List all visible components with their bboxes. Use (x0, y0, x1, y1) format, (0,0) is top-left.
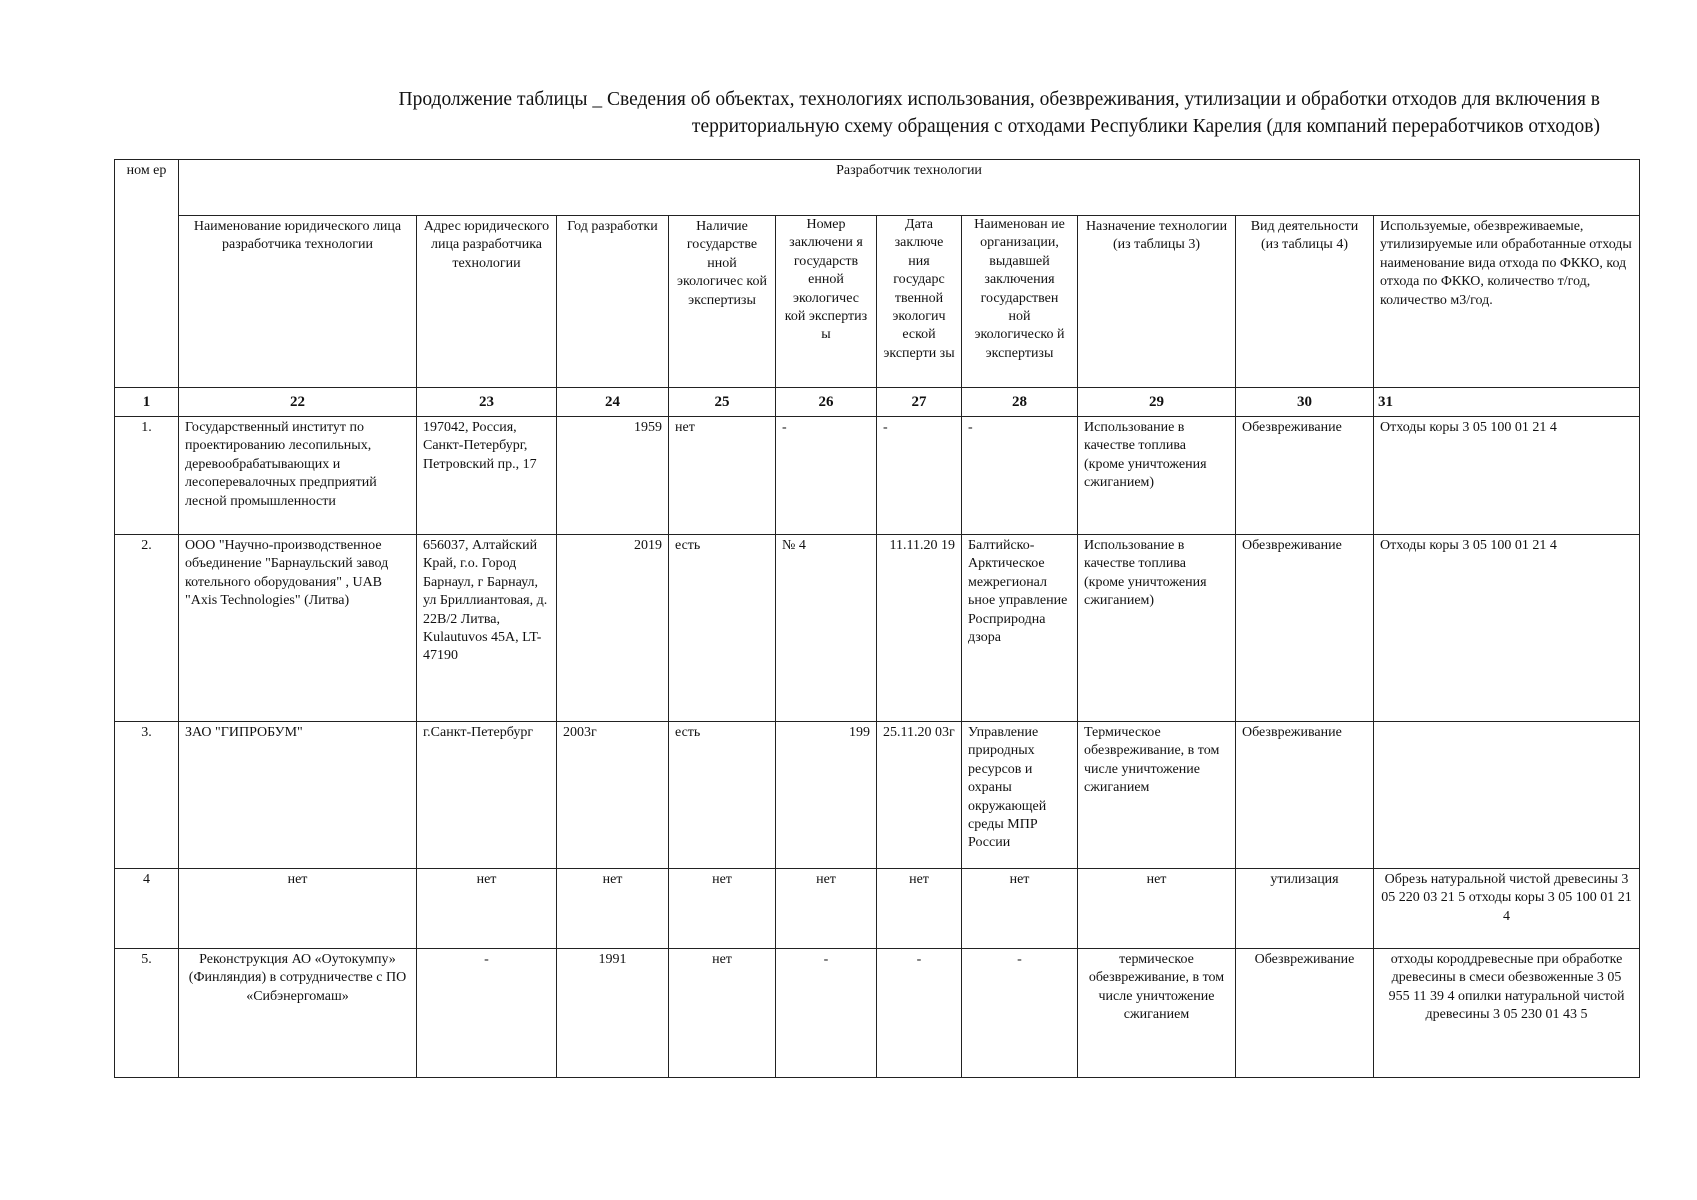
cell-year: 2019 (557, 535, 669, 722)
cell-expertise: нет (669, 869, 776, 949)
col-number: 1 (115, 388, 179, 417)
cell-name: Государственный институт по проектированию лесопильных, деревообрабатывающих и лесоперевалочных предприятий лесной промышленности (179, 417, 417, 535)
col-number: 31 (1374, 388, 1640, 417)
cell-exp-org: Балтийско-Арктическое межрегионал ьное управление Росприродна дзора (962, 535, 1078, 722)
cell-purpose: нет (1078, 869, 1236, 949)
column-numbers-row (115, 388, 1640, 417)
row-number: 5. (115, 949, 179, 1078)
col-header-activity: Вид деятельности (из таблицы 4) (1236, 216, 1374, 388)
cell-year: 1991 (557, 949, 669, 1078)
cell-exp-date: 11.11.20 19 (877, 535, 962, 722)
cell-exp-org: нет (962, 869, 1078, 949)
cell-purpose: Использование в качестве топлива (кроме уничтожения сжиганием) (1078, 535, 1236, 722)
cell-exp-date: 25.11.20 03г (877, 722, 962, 869)
col-number: 30 (1236, 388, 1374, 417)
col-header-waste: Используемые, обезвреживаемые, утилизируемые или обработанные отходы наименование вида отхода по ФККО, код отхода по ФККО, количество т/год, количество м3/год. (1374, 216, 1640, 388)
cell-exp-org: - (962, 949, 1078, 1078)
cell-waste: Отходы коры 3 05 100 01 21 4 (1374, 417, 1640, 535)
col-number: 25 (669, 388, 776, 417)
table-row (115, 722, 1640, 869)
col-header-exp-org: Наименован ие организации, выдавшей заключения государствен ной экологическо й экспертизы (962, 216, 1078, 388)
title-line-2: территориальную схему обращения с отходами Республики Карелия (для компаний переработчиков отходов) (691, 116, 1600, 137)
cell-exp-number: - (776, 949, 877, 1078)
cell-waste: Отходы коры 3 05 100 01 21 4 (1374, 535, 1640, 722)
cell-activity: Обезвреживание (1236, 417, 1374, 535)
cell-address: - (417, 949, 557, 1078)
title-line-1: Продолжение таблицы _ Сведения об объектах, технологиях использования, обезвреживания, утилизации и обработки отходов для включения в (398, 89, 1600, 110)
cell-activity: Обезвреживание (1236, 949, 1374, 1078)
col-header-address: Адрес юридического лица разработчика технологии (417, 216, 557, 388)
cell-exp-date: - (877, 949, 962, 1078)
cell-activity: утилизация (1236, 869, 1374, 949)
header-group-row (115, 160, 1640, 216)
col-number: 29 (1078, 388, 1236, 417)
cell-address: г.Санкт-Петербург (417, 722, 557, 869)
col-number: 27 (877, 388, 962, 417)
group-header: Разработчик технологии (179, 160, 1640, 216)
col-header-year: Год разработки (557, 216, 669, 388)
row-number: 3. (115, 722, 179, 869)
row-number: 2. (115, 535, 179, 722)
col-header-exp-date: Дата заключе ния государс твенной экологич еской эксперти зы (877, 216, 962, 388)
col-header-expertise: Наличие государстве нной экологичес кой экспертизы (669, 216, 776, 388)
cell-exp-org: - (962, 417, 1078, 535)
cell-purpose: Термическое обезвреживание, в том числе уничтожение сжиганием (1078, 722, 1236, 869)
cell-exp-number: нет (776, 869, 877, 949)
table-row (115, 535, 1640, 722)
col-number: 28 (962, 388, 1078, 417)
cell-purpose: термическое обезвреживание, в том числе уничтожение сжиганием (1078, 949, 1236, 1078)
row-number: 4 (115, 869, 179, 949)
technology-table (114, 159, 1640, 1078)
col-number: 24 (557, 388, 669, 417)
cell-activity: Обезвреживание (1236, 722, 1374, 869)
cell-purpose: Использование в качестве топлива (кроме уничтожения сжиганием) (1078, 417, 1236, 535)
cell-address: нет (417, 869, 557, 949)
table-row (115, 949, 1640, 1078)
row-number: 1. (115, 417, 179, 535)
cell-name: ООО "Научно-производственное объединение "Барнаульский завод котельного оборудования" , UAB "Axis Technologies" (Литва) (179, 535, 417, 722)
cell-name: нет (179, 869, 417, 949)
col-header-exp-number: Номер заключени я государств енной экологичес кой экспертиз ы (776, 216, 877, 388)
cell-year: 2003г (557, 722, 669, 869)
cell-waste (1374, 722, 1640, 869)
table-row (115, 869, 1640, 949)
cell-name: ЗАО "ГИПРОБУМ" (179, 722, 417, 869)
col-header-purpose: Назначение технологии (из таблицы 3) (1078, 216, 1236, 388)
cell-exp-number: - (776, 417, 877, 535)
header-columns-row (115, 216, 1640, 388)
cell-exp-number: 199 (776, 722, 877, 869)
cell-exp-date: нет (877, 869, 962, 949)
cell-expertise: нет (669, 417, 776, 535)
cell-expertise: нет (669, 949, 776, 1078)
cell-year: нет (557, 869, 669, 949)
document-title (0, 86, 1600, 140)
cell-exp-org: Управление природных ресурсов и охраны окружающей среды МПР России (962, 722, 1078, 869)
cell-activity: Обезвреживание (1236, 535, 1374, 722)
cell-address: 656037, Алтайский Край, г.о. Город Барнаул, г Барнаул, ул Бриллиантовая, д. 22В/2 Литва, Kulautuvos 45A, LT-47190 (417, 535, 557, 722)
cell-waste: Обрезь натуральной чистой древесины 3 05 220 03 21 5 отходы коры 3 05 100 01 21 4 (1374, 869, 1640, 949)
cell-expertise: есть (669, 535, 776, 722)
cell-year: 1959 (557, 417, 669, 535)
col-header-name: Наименование юридического лица разработчика технологии (179, 216, 417, 388)
cell-waste: отходы короддревесные при обработке древесины в смеси обезвоженные 3 05 955 11 39 4 опилки натуральной чистой древесины 3 05 230 01 43 5 (1374, 949, 1640, 1078)
cell-exp-number: № 4 (776, 535, 877, 722)
col-number: 23 (417, 388, 557, 417)
cell-expertise: есть (669, 722, 776, 869)
cell-exp-date: - (877, 417, 962, 535)
cell-name: Реконструкция АО «Оутокумпу» (Финляндия) в сотрудничестве с ПО «Сибэнергомаш» (179, 949, 417, 1078)
col-number: 22 (179, 388, 417, 417)
table-row (115, 417, 1640, 535)
col-number: 26 (776, 388, 877, 417)
cell-address: 197042, Россия, Санкт-Петербург, Петровский пр., 17 (417, 417, 557, 535)
nom-header: ном ер (115, 160, 179, 388)
